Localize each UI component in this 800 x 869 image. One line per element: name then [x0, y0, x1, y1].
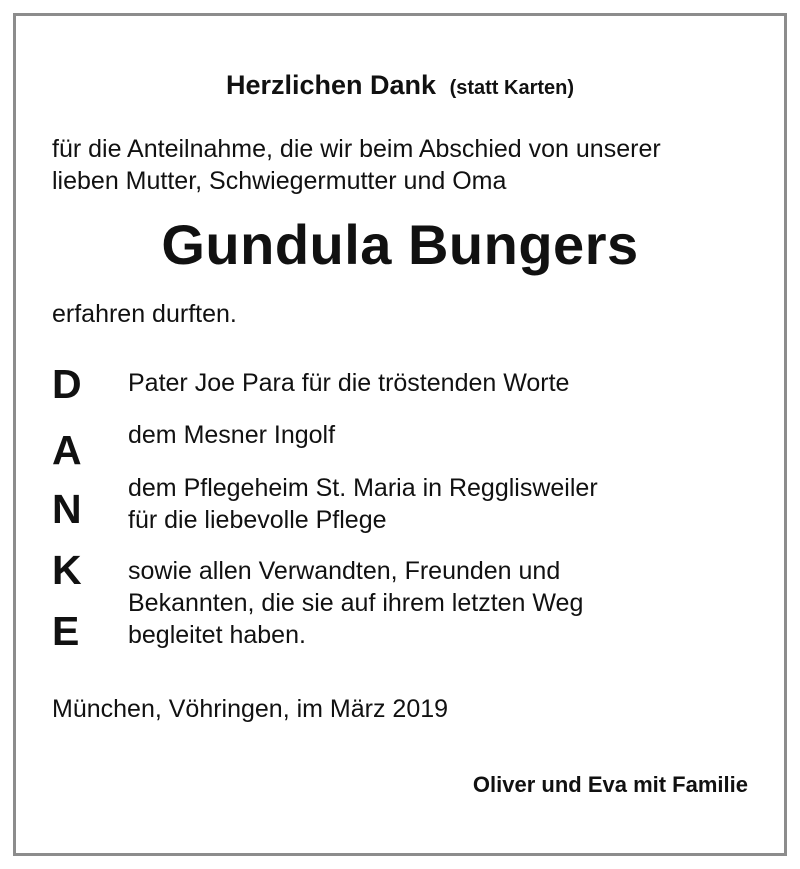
thanks-item-3-line-2: für die liebevolle Pflege	[128, 506, 387, 534]
deceased-name: Gundula Bungers	[161, 213, 639, 276]
thanks-item-4-line-1: sowie allen Verwandten, Freunden und	[128, 557, 561, 585]
thanks-item-3	[128, 472, 598, 536]
thanks-item-4-line-2: Bekannten, die sie auf ihrem letzten Weg	[128, 589, 584, 617]
signature: Oliver und Eva mit Familie	[472, 772, 748, 797]
thanks-item-2	[128, 419, 335, 451]
danke-letter-a: A	[52, 427, 82, 473]
heading-sub: (statt Karten)	[449, 77, 575, 99]
thanks-item-3-line-1: dem Pflegeheim St. Maria in Regglisweiler	[128, 474, 598, 502]
after-name-text: erfahren durften.	[52, 300, 237, 328]
intro-line-1: für die Anteilnahme, die wir beim Abschied von unserer	[52, 135, 661, 163]
danke-letter-e: E	[52, 608, 80, 654]
thanks-item-4	[128, 555, 583, 651]
intro-text	[52, 133, 762, 197]
heading-main: Herzlichen Dank	[225, 70, 437, 100]
place-date: München, Vöhringen, im März 2019	[52, 695, 449, 723]
thanks-item-4-line-3: begleitet haben.	[128, 621, 306, 649]
danke-letter-d: D	[52, 361, 82, 407]
danke-letter-k: K	[52, 547, 82, 593]
intro-line-2: lieben Mutter, Schwiegermutter und Oma	[52, 167, 507, 195]
danke-letter-n: N	[52, 486, 82, 532]
thanks-item-1-line: Pater Joe Para für die tröstenden Worte	[128, 369, 570, 397]
thanks-item-1	[128, 367, 569, 399]
notice-heading	[0, 70, 800, 101]
thanks-item-2-line: dem Mesner Ingolf	[128, 421, 336, 449]
